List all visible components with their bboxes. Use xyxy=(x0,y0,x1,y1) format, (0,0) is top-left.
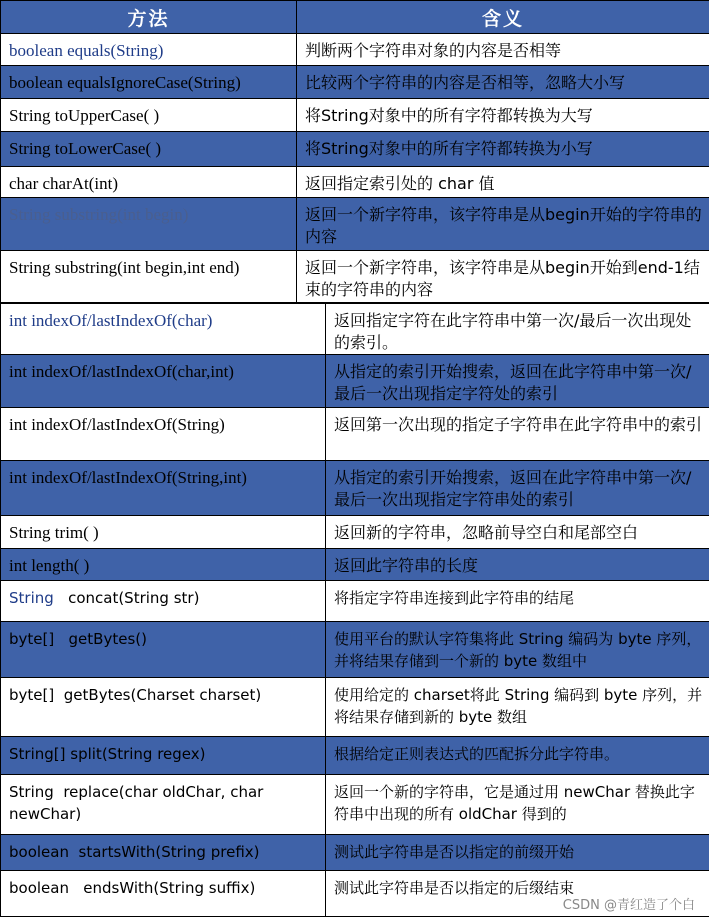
meaning-cell: 使用给定的 charset将此 String 编码到 byte 序列，并将结果存储到新的 byte 数组 xyxy=(326,678,709,737)
meaning-cell: 从指定的索引开始搜索，返回在此字符串中第一次/最后一次出现指定字符处的索引 xyxy=(326,355,709,408)
method-signature: concat(String str) xyxy=(68,589,200,607)
method-cell xyxy=(1,622,326,678)
table-row xyxy=(1,678,709,737)
return-type: byte[] xyxy=(9,686,55,704)
method-signature: split(String regex) xyxy=(70,745,206,763)
method-cell: String toUpperCase( ) xyxy=(1,99,297,132)
table-row xyxy=(1,34,709,66)
watermark: CSDN @青红造了个白 xyxy=(562,898,695,913)
table-row xyxy=(1,198,709,251)
method-cell: String substring(int begin,int end) xyxy=(1,251,297,303)
method-cell: int indexOf/lastIndexOf(char) xyxy=(1,304,326,355)
table-row xyxy=(1,835,709,871)
method-cell: String trim( ) xyxy=(1,516,326,549)
meaning-cell: 将String对象中的所有字符都转换为大写 xyxy=(297,99,709,132)
meaning-cell: 使用平台的默认字符集将此 String 编码为 byte 序列，并将结果存储到一个新的 byte 数组中 xyxy=(326,622,709,678)
meaning-cell: 返回指定索引处的 char 值 xyxy=(297,167,709,198)
meaning-cell: 将String对象中的所有字符都转换为小写 xyxy=(297,132,709,167)
meaning-cell: 返回指定字符在此字符串中第一次/最后一次出现处的索引。 xyxy=(326,304,709,355)
method-cell: boolean equals(String) xyxy=(1,34,297,66)
table-row xyxy=(1,737,709,775)
meaning-cell: 返回一个新的字符串，它是通过用 newChar 替换此字符串中出现的所有 oldChar 得到的 xyxy=(326,775,709,835)
method-cell: int indexOf/lastIndexOf(String) xyxy=(1,408,326,461)
method-signature: replace(char oldChar, char newChar) xyxy=(9,783,264,823)
method-cell: boolean equalsIgnoreCase(String) xyxy=(1,66,297,99)
method-cell xyxy=(1,678,326,737)
string-methods-table-2 xyxy=(0,303,709,581)
meaning-cell: 比较两个字符串的内容是否相等，忽略大小写 xyxy=(297,66,709,99)
return-type: String[] xyxy=(9,745,66,763)
method-cell: char charAt(int) xyxy=(1,167,297,198)
header-meaning: 含义 xyxy=(297,1,709,34)
return-type: String xyxy=(9,589,54,607)
string-methods-table-3 xyxy=(0,580,709,917)
table-row xyxy=(1,775,709,835)
meaning-cell: 测试此字符串是否以指定的前缀开始 xyxy=(326,835,709,871)
meaning-cell: 返回一个新字符串，该字符串是从begin开始的字符串的内容 xyxy=(297,198,709,251)
method-cell: int length( ) xyxy=(1,549,326,581)
method-cell xyxy=(1,581,326,622)
table-row xyxy=(1,66,709,99)
meaning-cell: 判断两个字符串对象的内容是否相等 xyxy=(297,34,709,66)
meaning-cell: 从指定的索引开始搜索，返回在此字符串中第一次/最后一次出现指定字符串处的索引 xyxy=(326,461,709,516)
return-type: boolean xyxy=(9,843,69,861)
method-cell: String toLowerCase( ) xyxy=(1,132,297,167)
table-row xyxy=(1,516,709,549)
table-row xyxy=(1,549,709,581)
table-row xyxy=(1,355,709,408)
meaning-cell: 返回新的字符串，忽略前导空白和尾部空白 xyxy=(326,516,709,549)
return-type: boolean xyxy=(9,879,69,897)
return-type: byte[] xyxy=(9,630,55,648)
method-cell: int indexOf/lastIndexOf(char,int) xyxy=(1,355,326,408)
method-cell xyxy=(1,737,326,775)
header-method: 方法 xyxy=(1,1,297,34)
method-signature: getBytes() xyxy=(68,630,147,648)
table-row xyxy=(1,132,709,167)
table-row xyxy=(1,251,709,303)
method-signature: endsWith(String suffix) xyxy=(83,879,256,897)
table-row xyxy=(1,99,709,132)
table-row xyxy=(1,304,709,355)
method-signature: getBytes(Charset charset) xyxy=(63,686,262,704)
meaning-cell: 根据给定正则表达式的匹配拆分此字符串。 xyxy=(326,737,709,775)
method-cell: String substring(int begin) xyxy=(1,198,297,251)
method-cell: int indexOf/lastIndexOf(String,int) xyxy=(1,461,326,516)
table-header-row xyxy=(1,1,709,34)
method-signature: startsWith(String prefix) xyxy=(78,843,260,861)
meaning-cell: 返回一个新字符串，该字符串是从begin开始到end-1结束的字符串的内容 xyxy=(297,251,709,303)
table-row xyxy=(1,408,709,461)
table-row xyxy=(1,167,709,198)
return-type: String xyxy=(9,783,54,801)
meaning-cell: 返回第一次出现的指定子字符串在此字符串中的索引 xyxy=(326,408,709,461)
method-cell xyxy=(1,775,326,835)
meaning-cell: 返回此字符串的长度 xyxy=(326,549,709,581)
table-row xyxy=(1,581,709,622)
meaning-cell: 测试此字符串是否以指定的后缀结束 xyxy=(326,871,709,917)
table-row xyxy=(1,622,709,678)
table-row xyxy=(1,461,709,516)
meaning-cell: 将指定字符串连接到此字符串的结尾 xyxy=(326,581,709,622)
method-cell xyxy=(1,871,326,917)
string-methods-table-1 xyxy=(0,0,709,303)
method-cell xyxy=(1,835,326,871)
